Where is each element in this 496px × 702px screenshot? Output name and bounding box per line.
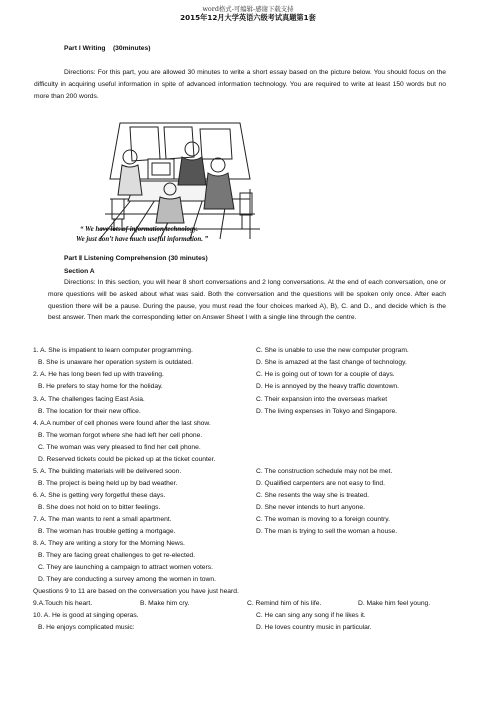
q1-option-a: 1. A. She is impatient to learn computer programming.: [33, 347, 193, 354]
q2-option-a: 2. A. He has long been fed up with traveling.: [33, 371, 164, 378]
listening-part-label: Part Ⅱ Listening Comprehension (30 minutes): [64, 255, 208, 262]
q2-option-d: D. He is annoyed by the heavy traffic downtown.: [256, 383, 399, 390]
q5-option-b: B. The project is being held up by bad weather.: [38, 480, 178, 487]
q4-option-b: B. The woman forgot where she had left her cell phone.: [38, 432, 203, 439]
q2-option-c: C. He is going out of town for a couple of days.: [256, 371, 395, 378]
q6-option-a: 6. A. She is getting very forgetful these days.: [33, 492, 166, 499]
q8-option-b: B. They are facing great challenges to get re-elected.: [38, 552, 196, 559]
document-title: 2015年12月大学英语六级考试真题第1套: [180, 13, 316, 22]
q5-option-c: C. The construction schedule may not be met.: [256, 468, 393, 475]
q1-option-d: D. She is amazed at the fast change of technology.: [256, 359, 407, 366]
q5-option-d: D. Qualified carpenters are not easy to find.: [256, 480, 385, 487]
q4-option-c: C. The woman was very pleased to find her cell phone.: [38, 444, 201, 451]
q8-option-a: 8. A. They are writing a story for the Morning News.: [33, 540, 185, 547]
q1-option-b: B. She is unaware her operation system is outdated.: [38, 359, 194, 366]
writing-part-name: Part I Writing: [64, 45, 106, 52]
q7-option-d: D. The man is trying to sell the woman a house.: [256, 528, 398, 535]
writing-directions-body: Directions: For this part, you are allowed 30 minutes to write a short essay based on the picture below. You should focus on the difficulty in acquiring useful information in spite of advanced information technology. You are required to write at least 150 words but no more than 200 words.: [34, 69, 446, 100]
q3-option-b: B. The location for their new office.: [38, 408, 141, 415]
q3-option-a: 3. A. The challenges facing East Asia.: [33, 396, 145, 403]
q3-option-d: D. The living expenses in Tokyo and Singapore.: [256, 408, 398, 415]
q8-option-d: D. They are conducting a survey among the women in town.: [38, 576, 216, 583]
q8-option-c: C. They are launching a campaign to attract women voters.: [38, 564, 213, 571]
questions-9-11-note: Questions 9 to 11 are based on the conversation you have just heard.: [33, 588, 239, 595]
download-note: word格式-可编辑-感谢下载支持: [202, 5, 294, 13]
q5-option-a: 5. A. The building materials will be delivered soon.: [33, 468, 182, 475]
q9-option-c: C. Remind him of his life.: [247, 600, 322, 607]
q7-option-b: B. The woman has trouble getting a mortgage.: [38, 528, 176, 535]
writing-part-label: [64, 45, 150, 53]
q1-option-c: C. She is unable to use the new computer program.: [256, 347, 409, 354]
q7-option-a: 7. A. The man wants to rent a small apartment.: [33, 516, 172, 523]
q7-option-c: C. The woman is moving to a foreign country.: [256, 516, 390, 523]
q6-option-b: B. She does not hold on to bitter feelings.: [38, 504, 161, 511]
writing-directions-text: [34, 67, 446, 102]
q10-option-d: D. He loves country music in particular.: [256, 624, 372, 631]
q6-option-c: C. She resents the way she is treated.: [256, 492, 370, 499]
q4-option-d: D. Reserved tickets could be picked up at the ticket counter.: [38, 456, 216, 463]
q10-option-c: C. He can sing any song if he likes it.: [256, 612, 366, 619]
q9-option-d: D. Make him feel young.: [358, 600, 431, 607]
q10-option-a: 10. A. He is good at singing operas.: [33, 612, 139, 619]
q4-option-a: 4. A.A number of cell phones were found after the last show.: [33, 420, 211, 427]
listening-directions: [48, 277, 446, 324]
writing-part-time: (30minutes): [112, 45, 151, 52]
q9-option-b: B. Make him cry.: [140, 600, 190, 607]
listening-directions-body: Directions: In this section, you will hear 8 short conversations and 2 long conversations. At the end of each conversation, one or more questions will be asked about what was said. Both the conversation and the questions will be spoken only once. After each question there will be a pause. During the pause, you must read the four choices marked A), B), C. and D., and decide which is the best answer. Then mark the corresponding letter on Answer Sheet I with a single line through the centre.: [48, 279, 446, 322]
q6-option-d: D. She never intends to hurt anyone.: [256, 504, 365, 511]
q10-option-b: B. He enjoys complicated music:: [38, 624, 135, 631]
q2-option-b: B. He prefers to stay home for the holiday.: [38, 383, 163, 390]
q3-option-c: C. Their expansion into the overseas market: [256, 396, 388, 403]
section-a-label: Section A: [64, 268, 95, 275]
q9-option-a: 9.A.Touch his heart.: [33, 600, 93, 607]
cartoon-caption-line-2: We just don’t have much useful information. ”: [76, 236, 209, 243]
office-cartoon-illustration: [100, 119, 260, 241]
cartoon-caption-line-1: “ We have lots of information technology.: [80, 226, 198, 233]
